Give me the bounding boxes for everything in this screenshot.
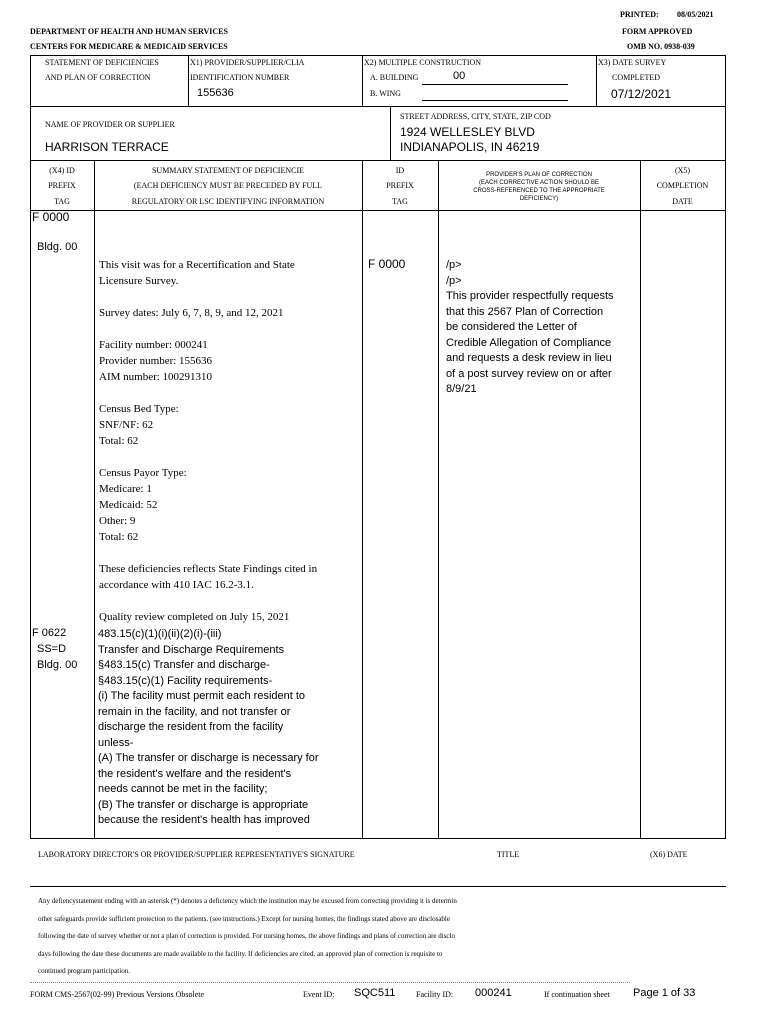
event-id-value: SQC511 <box>354 987 396 999</box>
address-label: STREET ADDRESS, CITY, STATE, ZIP COD <box>400 112 551 121</box>
department-title: DEPARTMENT OF HEALTH AND HUMAN SERVICES <box>30 27 228 36</box>
id-header-1: ID <box>395 166 405 175</box>
x2-label: X2) MULTIPLE CONSTRUCTION <box>364 58 482 67</box>
facility-id-value: 000241 <box>475 987 512 999</box>
plan-header-3: CROSS-REFERENCED TO THE APPROPRIATE <box>473 188 605 194</box>
x5-header-2: COMPLETION <box>656 181 709 190</box>
printed-date: 08/05/2021 <box>677 10 714 19</box>
x5-header-1: (X5) <box>674 166 691 175</box>
x1-label2: IDENTIFICATION NUMBER <box>190 73 290 82</box>
plan-header-1: PROVIDER'S PLAN OF CORRECTION <box>486 172 592 178</box>
date-survey-completed: 07/12/2021 <box>611 87 672 101</box>
form-approved: FORM APPROVED <box>622 27 693 36</box>
id-header-3: TAG <box>392 197 408 206</box>
plan-of-correction-text: /p> /p> This provider respectfully requests that this 2567 Plan of Correction be considered the Letter of Credible Allegation of Compliance and requests a desk review in lieu of a post survey review on or after 8/9/21 <box>446 259 614 395</box>
building-value: 00 <box>453 70 466 82</box>
provider-name: HARRISON TERRACE <box>45 140 169 154</box>
plan-label: AND PLAN OF CORRECTION <box>45 73 151 82</box>
id-header-2: PREFIX <box>386 181 414 190</box>
summary-header-2: (EACH DEFICIENCY MUST BE PRECEDED BY FULL <box>133 181 323 190</box>
x4-header-1: (X4) ID <box>49 166 75 175</box>
page-number: Page 1 of 33 <box>633 987 696 999</box>
tag-f0622: F 0622 <box>32 627 67 639</box>
event-id-label: Event ID: <box>303 990 335 999</box>
address-line1: 1924 WELLESLEY BLVD <box>400 125 535 139</box>
scope-severity: SS=D <box>37 643 67 655</box>
id-tag-f0000: F 0000 <box>368 257 406 271</box>
provider-id-number: 155636 <box>197 87 234 99</box>
wing-label: B. WING <box>370 89 401 98</box>
building-label: A. BUILDING <box>370 73 419 82</box>
summary-header-1: SUMMARY STATEMENT OF DEFICIENCIE <box>151 166 305 175</box>
title-label: TITLE <box>497 850 520 859</box>
x5-header-3: DATE <box>672 197 693 206</box>
x3-label2: COMPLETED <box>612 73 660 82</box>
printed-label: PRINTED: <box>620 10 659 19</box>
omb-number: OMB NO. 0938-039 <box>627 42 695 51</box>
x4-header-3: TAG <box>54 197 70 206</box>
building-tag-2: Bldg. 00 <box>37 659 78 671</box>
plan-header-2: (EACH CORRECTIVE ACTION SHOULD BE <box>478 180 600 186</box>
address-line2: INDIANAPOLIS, IN 46219 <box>400 140 540 154</box>
summary-header-3: REGULATORY OR LSC IDENTIFYING INFORMATION <box>131 197 325 206</box>
summary-f0622-text: 483.15(c)(1)(i)(ii)(2)(i)-(iii) Transfer and Discharge Requirements §483.15(c) Transfer and discharge- §483.15(c)(1) Facility requirements- (i) The facility must permit each resident to remain in the facility, and not transfer or discharge the resident from the facility unless- (A) The transfer or discharge is necessary for the resident's welfare and the resident's needs cannot be met in the facility; (B) The transfer or discharge is appropriate because the resident's health has improved <box>98 628 319 826</box>
plan-header-4: DEFICIENCY) <box>519 196 559 202</box>
director-signature-label: LABORATORY DIRECTOR'S OR PROVIDER/SUPPLIER REPRESENTATIVE'S SIGNATURE <box>38 850 355 859</box>
provider-name-label: NAME OF PROVIDER OR SUPPLIER <box>45 120 175 129</box>
centers-title: CENTERS FOR MEDICARE & MEDICAID SERVICES <box>30 42 228 51</box>
x4-header-2: PREFIX <box>48 181 76 190</box>
x3-label: X3) DATE SURVEY <box>598 58 667 67</box>
x1-label: X1) PROVIDER/SUPPLIER/CLIA <box>190 58 305 67</box>
continuation-label: If continuation sheet <box>544 990 610 999</box>
building-tag: Bldg. 00 <box>37 241 78 253</box>
summary-visit-text: This visit was for a Recertification and State Licensure Survey. Survey dates: July 6, 7, 8, 9, and 12, 2021 Facility number: 000241 Provider number: 155636 AIM number: 100291310 Census Bed Type: SNF/NF: 62 Total: 62 Census Payor Type: Medicare: 1 Medicaid: 52 Other: 9 Total: 62 These deficiencies reflects State Findings cited in accordance with 410 IAC 16.2-3.1. Quality review completed on July 15, 2021 <box>99 259 318 623</box>
date-label: (X6) DATE <box>650 850 688 859</box>
statement-label: STATEMENT OF DEFICIENCIES <box>45 58 159 67</box>
facility-id-label: Facility ID: <box>416 990 454 999</box>
form-number: FORM CMS-2567(02-99) Previous Versions Obsolete <box>30 990 205 999</box>
tag-f0000: F 0000 <box>32 210 70 224</box>
disclaimer-text: Any defiencystatement ending with an asterisk (*) denotes a deficiency which the institution may be excused from correcting providing it is determin other safeguards provide sufficient protection to the patients. (see instructions.) Except for nursing homes, the findings stated above are disclosable following the date of survey whether or not a plan of correction is provided. For nursing homes, the above findings and plans of correction are disclo days following the date these documents are made available to the facility. If deficiencies are cited, an approved plan of correction is requisite to continued program participation. <box>38 897 457 975</box>
